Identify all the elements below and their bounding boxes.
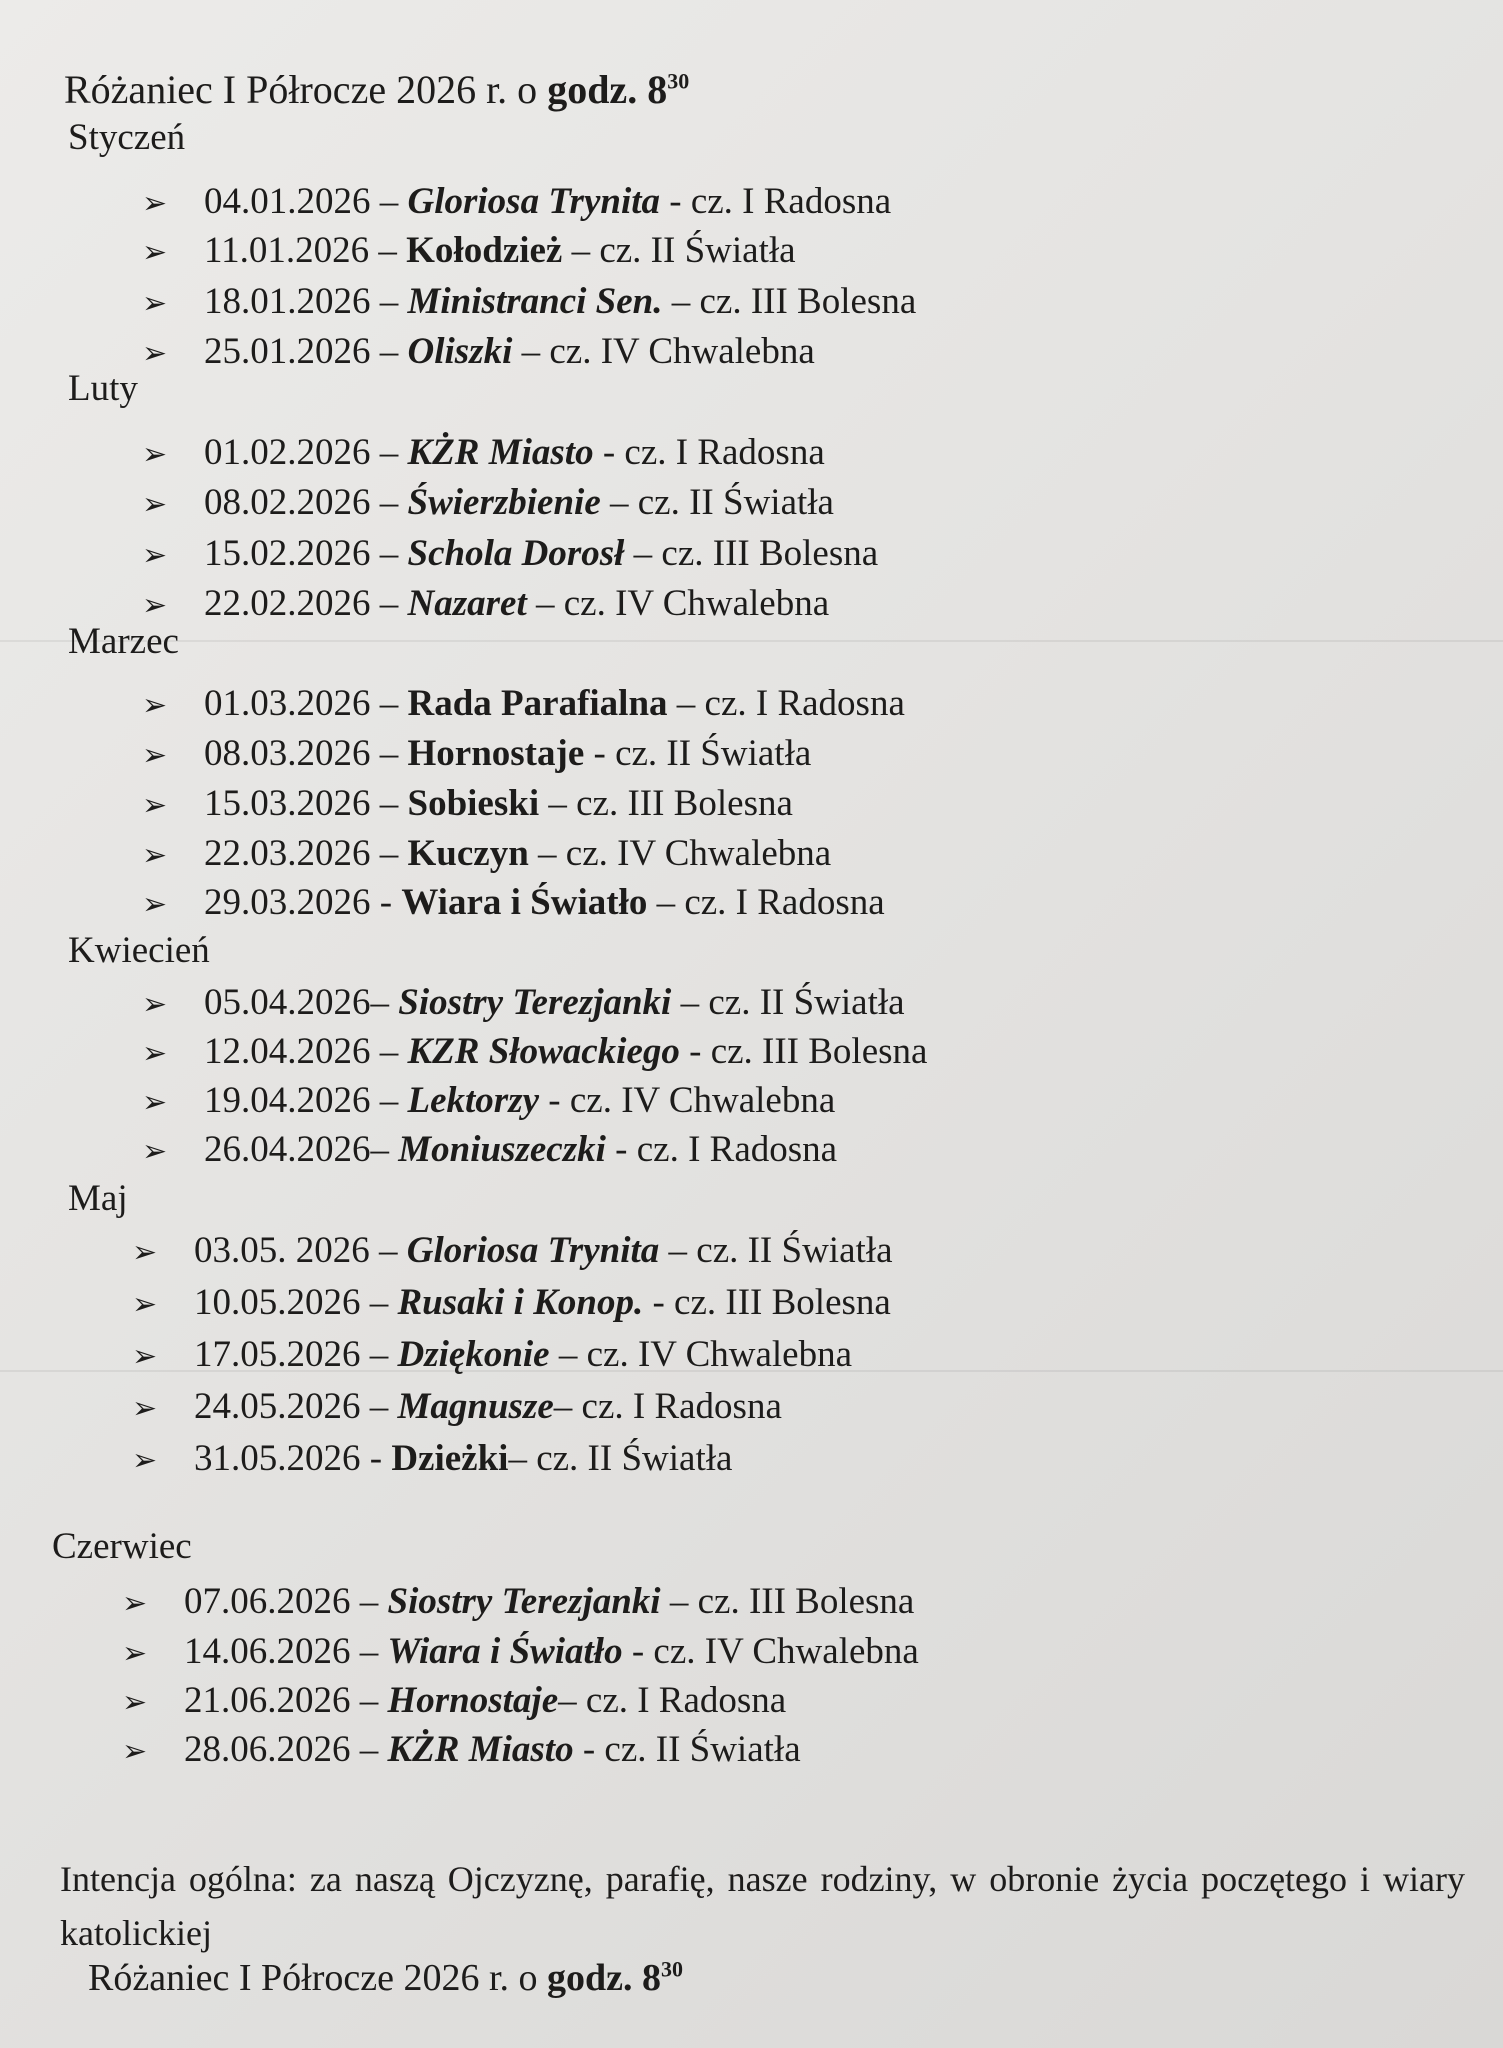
schedule-entry: [132, 1281, 891, 1324]
entry-date: 26.04.2026: [204, 1129, 371, 1170]
entry-date: 17.05.2026: [194, 1334, 361, 1375]
entry-mystery: – cz. III Bolesna: [539, 783, 793, 824]
entry-group: Kuczyn: [407, 833, 529, 874]
entry-group: Siostry Terezjanki: [387, 1581, 661, 1622]
entry-mystery: – cz. II Światła: [508, 1438, 733, 1479]
entry-mystery: - cz. III Bolesna: [679, 1031, 928, 1072]
entry-date: 10.05.2026: [194, 1282, 361, 1323]
entry-separator: –: [350, 1680, 388, 1721]
schedule-entry: [142, 1079, 835, 1122]
arrowhead-bullet-icon: ➢: [142, 1036, 168, 1071]
schedule-entry: [142, 180, 891, 223]
entry-mystery: – cz. IV Chwalebna: [528, 833, 832, 874]
schedule-entry: [142, 981, 905, 1024]
entry-separator: –: [370, 1129, 399, 1170]
schedule-entry: [142, 1128, 837, 1171]
entry-separator: –: [370, 833, 408, 874]
arrowhead-bullet-icon: ➢: [142, 487, 168, 522]
schedule-entry: [142, 582, 829, 625]
entry-group: Moniuszeczki: [398, 1129, 606, 1170]
entry-group: Hornostaje: [387, 1680, 559, 1721]
arrowhead-bullet-icon: ➢: [142, 987, 168, 1022]
entry-separator: –: [370, 281, 408, 322]
schedule-entry: [142, 431, 825, 474]
entry-date: 11.01.2026: [204, 230, 370, 271]
arrowhead-bullet-icon: ➢: [142, 235, 168, 270]
schedule-entry: [142, 481, 834, 524]
entry-group: Magnusze: [397, 1386, 554, 1427]
entry-mystery: - cz. IV Chwalebna: [622, 1631, 919, 1672]
schedule-entry: [122, 1580, 914, 1623]
arrowhead-bullet-icon: ➢: [142, 437, 168, 472]
entry-separator: –: [360, 1282, 398, 1323]
entry-separator: –: [370, 733, 408, 774]
entry-separator: –: [370, 783, 408, 824]
entry-mystery: - cz. I Radosna: [660, 181, 892, 222]
schedule-entry: [142, 782, 793, 825]
entry-date: 15.02.2026: [204, 533, 371, 574]
title-time-minutes: 30: [667, 68, 690, 94]
schedule-entry: [142, 1030, 927, 1073]
entry-mystery: – cz. II Światła: [659, 1230, 893, 1271]
entry-group: Świerzbienie: [407, 482, 601, 523]
footer-title: [88, 1956, 683, 2000]
entry-date: 08.02.2026: [204, 482, 371, 523]
entry-date: 28.06.2026: [184, 1729, 351, 1770]
entry-date: 14.06.2026: [184, 1631, 351, 1672]
entry-group: KŻR Miasto: [387, 1729, 574, 1770]
schedule-entry: [142, 832, 831, 875]
entry-mystery: – cz. IV Chwalebna: [526, 583, 830, 624]
schedule-entry: [142, 532, 878, 575]
schedule-entry: [142, 330, 815, 373]
entry-date: 12.04.2026: [204, 1031, 371, 1072]
entry-date: 01.03.2026: [204, 683, 371, 724]
entry-group: KŻR Miasto: [407, 432, 594, 473]
entry-separator: –: [370, 1080, 408, 1121]
arrowhead-bullet-icon: ➢: [122, 1586, 148, 1621]
entry-group: Kołodzież: [406, 230, 563, 271]
entry-separator: –: [370, 583, 408, 624]
entry-mystery: – cz. III Bolesna: [624, 533, 879, 574]
month-heading: Maj: [68, 1178, 128, 1219]
arrowhead-bullet-icon: ➢: [142, 538, 168, 573]
month-heading: Marzec: [68, 621, 179, 662]
entry-date: 29.03.2026: [204, 882, 371, 923]
entry-group: Wiara i Światło: [401, 882, 648, 923]
entry-separator: –: [369, 230, 407, 271]
entry-group: KZR Słowackiego: [407, 1031, 680, 1072]
arrowhead-bullet-icon: ➢: [142, 286, 168, 321]
entry-group: Wiara i Światło: [387, 1631, 623, 1672]
general-intention: Intencja ogólna: za naszą Ojczyznę, parafię, nasze rodziny, w obronie życia poczętego i wiary katolickiej: [60, 1859, 1465, 1953]
entry-date: 21.06.2026: [184, 1680, 351, 1721]
entry-separator: –: [370, 432, 408, 473]
arrowhead-bullet-icon: ➢: [122, 1685, 148, 1720]
entry-separator: –: [350, 1631, 388, 1672]
schedule-entry: [122, 1679, 786, 1722]
entry-date: 18.01.2026: [204, 281, 371, 322]
entry-group: Ministranci Sen.: [407, 281, 663, 322]
entry-group: Dziękonie: [397, 1334, 550, 1375]
entry-separator: –: [369, 1230, 407, 1271]
entry-mystery: – cz. III Bolesna: [660, 1581, 915, 1622]
entry-separator: –: [350, 1729, 388, 1770]
schedule-entry: [122, 1728, 801, 1771]
entry-mystery: – cz. IV Chwalebna: [549, 1334, 853, 1375]
entry-mystery: – cz. I Radosna: [647, 882, 885, 923]
entry-mystery: - cz. II Światła: [573, 1729, 801, 1770]
entry-date: 07.06.2026: [184, 1581, 351, 1622]
arrowhead-bullet-icon: ➢: [142, 588, 168, 623]
schedule-entry: [132, 1333, 852, 1376]
entry-group: Oliszki: [407, 331, 513, 372]
schedule-entry: [142, 229, 796, 272]
document-title: [64, 66, 689, 113]
month-heading: Styczeń: [68, 117, 186, 158]
arrowhead-bullet-icon: ➢: [132, 1235, 158, 1270]
entry-date: 01.02.2026: [204, 432, 371, 473]
entry-separator: -: [360, 1438, 392, 1479]
arrowhead-bullet-icon: ➢: [142, 838, 168, 873]
entry-group: Siostry Terezjanki: [398, 982, 672, 1023]
month-heading: Kwiecień: [68, 930, 210, 971]
entry-separator: –: [360, 1386, 398, 1427]
arrowhead-bullet-icon: ➢: [142, 887, 168, 922]
entry-mystery: – cz. II Światła: [671, 982, 905, 1023]
entry-group: Dzieżki: [391, 1438, 509, 1479]
entry-separator: –: [370, 482, 408, 523]
entry-date: 05.04.2026: [204, 982, 371, 1023]
schedule-entry: [142, 881, 885, 924]
schedule-entry: [132, 1385, 782, 1428]
entry-separator: –: [350, 1581, 388, 1622]
arrowhead-bullet-icon: ➢: [142, 738, 168, 773]
entry-mystery: - cz. II Światła: [584, 733, 812, 774]
entry-separator: –: [360, 1334, 398, 1375]
arrowhead-bullet-icon: ➢: [142, 788, 168, 823]
arrowhead-bullet-icon: ➢: [132, 1287, 158, 1322]
arrowhead-bullet-icon: ➢: [122, 1636, 148, 1671]
entry-date: 25.01.2026: [204, 331, 371, 372]
arrowhead-bullet-icon: ➢: [142, 1085, 168, 1120]
entry-mystery: - cz. III Bolesna: [643, 1282, 891, 1323]
arrowhead-bullet-icon: ➢: [132, 1391, 158, 1426]
entry-group: Lektorzy: [407, 1080, 540, 1121]
entry-date: 24.05.2026: [194, 1386, 361, 1427]
entry-group: Schola Dorosł: [407, 533, 625, 574]
paper-fold: [0, 640, 1503, 642]
month-heading: Czerwiec: [52, 1526, 192, 1567]
arrowhead-bullet-icon: ➢: [132, 1443, 158, 1478]
entry-mystery: – cz. II Światła: [600, 482, 834, 523]
arrowhead-bullet-icon: ➢: [142, 186, 168, 221]
entry-mystery: - cz. I Radosna: [593, 432, 825, 473]
entry-date: 04.01.2026: [204, 181, 371, 222]
entry-group: Gloriosa Trynita: [407, 181, 661, 222]
entry-mystery: – cz. I Radosna: [553, 1386, 782, 1427]
entry-date: 31.05.2026: [194, 1438, 361, 1479]
entry-date: 19.04.2026: [204, 1080, 371, 1121]
entry-separator: –: [370, 181, 408, 222]
arrowhead-bullet-icon: ➢: [122, 1734, 148, 1769]
entry-mystery: – cz. I Radosna: [558, 1680, 787, 1721]
entry-date: 03.05. 2026: [194, 1230, 370, 1271]
entry-date: 22.02.2026: [204, 583, 371, 624]
footer-title-time: godz. 8: [547, 1957, 662, 1999]
schedule-entry: [122, 1630, 919, 1673]
entry-date: 15.03.2026: [204, 783, 371, 824]
arrowhead-bullet-icon: ➢: [142, 1134, 168, 1169]
entry-mystery: – cz. I Radosna: [667, 683, 905, 724]
schedule-entry: [132, 1437, 732, 1480]
entry-group: Sobieski: [407, 783, 540, 824]
arrowhead-bullet-icon: ➢: [142, 688, 168, 723]
entry-separator: -: [370, 882, 402, 923]
entry-separator: –: [370, 683, 408, 724]
entry-date: 22.03.2026: [204, 833, 371, 874]
schedule-entry: [132, 1229, 893, 1272]
footer-title-text: Różaniec I Półrocze 2026 r. o: [88, 1957, 548, 1999]
schedule-entry: [142, 732, 811, 775]
entry-mystery: – cz. IV Chwalebna: [512, 331, 815, 372]
entry-group: Nazaret: [407, 583, 527, 624]
entry-group: Rusaki i Konop.: [397, 1282, 644, 1323]
entry-mystery: - cz. I Radosna: [605, 1129, 838, 1170]
entry-group: Gloriosa Trynita: [406, 1230, 660, 1271]
entry-separator: –: [370, 533, 408, 574]
entry-group: Rada Parafialna: [407, 683, 668, 724]
entry-date: 08.03.2026: [204, 733, 371, 774]
entry-mystery: - cz. IV Chwalebna: [539, 1080, 836, 1121]
entry-separator: –: [370, 982, 399, 1023]
schedule-entry: [142, 280, 916, 323]
month-heading: Luty: [68, 368, 138, 409]
schedule-entry: [142, 682, 905, 725]
entry-separator: –: [370, 1031, 408, 1072]
arrowhead-bullet-icon: ➢: [142, 336, 168, 371]
footer-title-time-minutes: 30: [661, 1956, 684, 1982]
entry-separator: –: [370, 331, 408, 372]
title-time: godz. 8: [547, 67, 668, 112]
title-text: Różaniec I Półrocze 2026 r. o: [64, 67, 548, 112]
entry-mystery: – cz. III Bolesna: [662, 281, 917, 322]
entry-group: Hornostaje: [407, 733, 585, 774]
arrowhead-bullet-icon: ➢: [132, 1339, 158, 1374]
entry-mystery: – cz. II Światła: [562, 230, 796, 271]
